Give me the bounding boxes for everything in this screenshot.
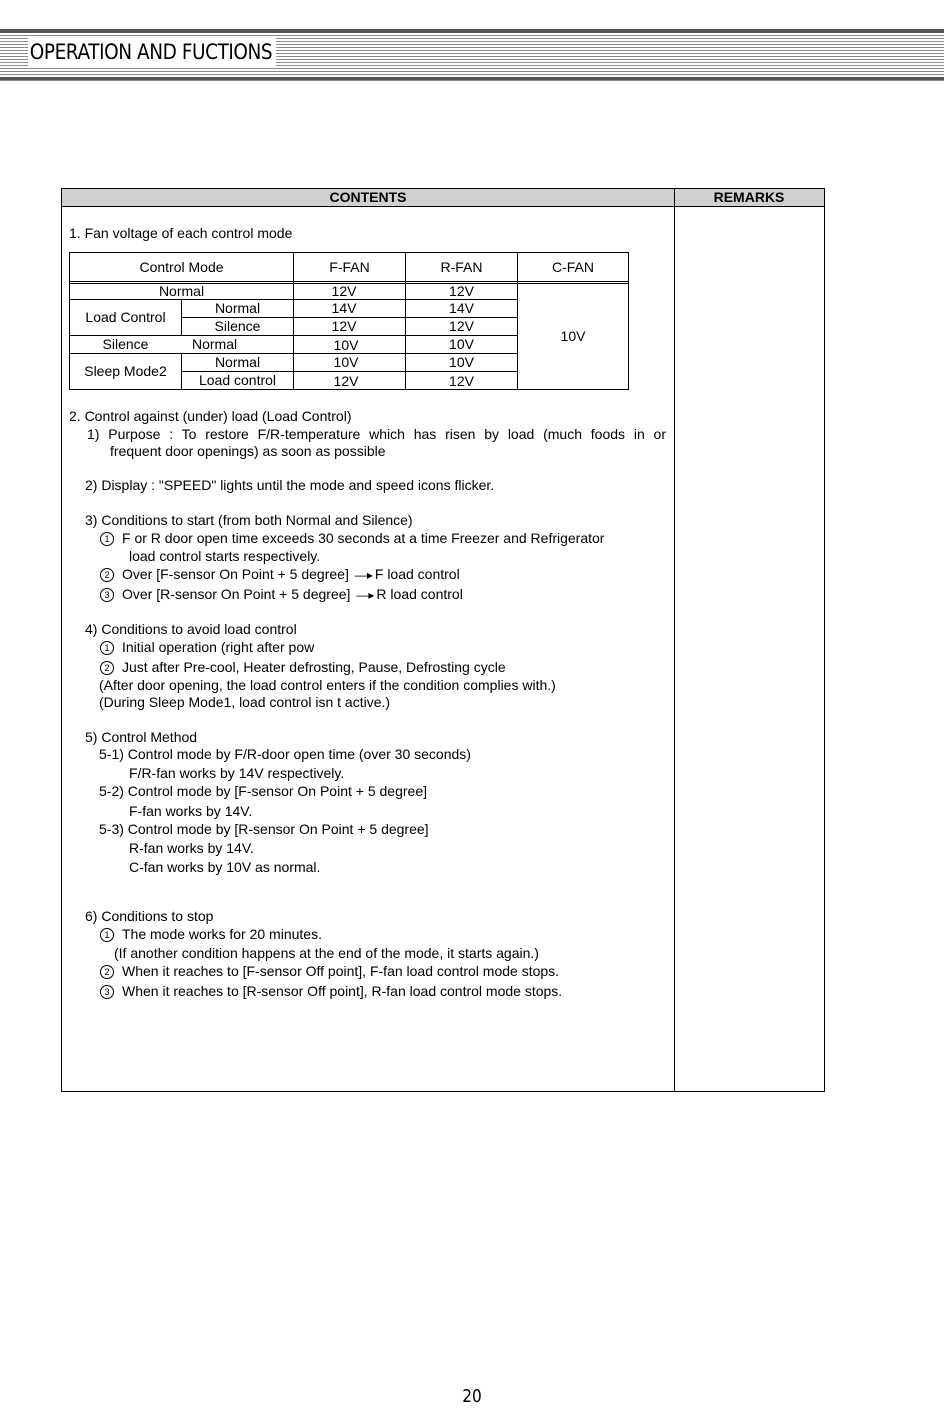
f-fan-value: 10V (333, 337, 359, 353)
circled-number: 2 (100, 568, 114, 582)
avoid-note-2: (During Sleep Mode1, load control isn t active.) (99, 694, 391, 710)
section-2-title: 2. Control against (under) load (Load Control) (69, 408, 352, 424)
circled-number: 1 (100, 532, 114, 546)
purpose-line-1: 1) Purpose : To restore F/R-temperature which has risen by load (much foods in or (87, 426, 666, 442)
col-r-fan: R-FAN (440, 259, 483, 275)
method-5-3-detail-1: R-fan works by 14V. (129, 840, 254, 856)
r-fan-value: 10V (449, 336, 474, 352)
mode-silence: Silence (102, 336, 149, 352)
circled-number: 1 (100, 641, 114, 655)
avoid-note-1: (After door opening, the load control enters if the condition complies with.) (99, 677, 556, 693)
r-fan-value: 12V (449, 283, 474, 299)
r-fan-value: 12V (449, 318, 474, 334)
c-fan-value: 10V (560, 328, 586, 344)
stop-conditions-title: 6) Conditions to stop (85, 908, 214, 924)
circled-number: 2 (100, 661, 114, 675)
col-f-fan: F-FAN (329, 259, 370, 275)
submode-lc-normal: Normal (214, 300, 261, 316)
method-5-2-detail: F-fan works by 14V. (129, 803, 253, 819)
header-bottom-line (0, 77, 944, 80)
display-line: 2) Display : "SPEED" lights until the mode and speed icons flicker. (85, 477, 495, 493)
control-method-title: 5) Control Method (85, 729, 198, 745)
start-condition-1-cont: load control starts respectively. (129, 548, 321, 564)
arrow-right-icon: —▸ (356, 588, 375, 602)
circled-number: 3 (100, 588, 114, 602)
f-fan-value: 12V (333, 373, 359, 389)
stop-condition-1: 1 The mode works for 20 minutes. (100, 926, 322, 943)
purpose-line-2: frequent door openings) as soon as possible (110, 443, 386, 459)
mode-load-control: Load Control (85, 309, 166, 325)
f-fan-value: 10V (333, 354, 359, 370)
avoid-condition-1: 1 Initial operation (right after pow (100, 639, 314, 656)
stop-condition-1-note: (If another condition happens at the end of the mode, it starts again.) (114, 945, 539, 961)
start-condition-3: 3 Over [R-sensor On Point + 5 degree] —▸ R load control (100, 586, 463, 604)
submode-silence-normal: Normal (192, 336, 238, 352)
submode-sm-load: Load control (198, 372, 277, 388)
contents-heading: CONTENTS (329, 189, 407, 205)
r-fan-value: 10V (449, 354, 474, 370)
avoid-conditions-title: 4) Conditions to avoid load control (85, 621, 297, 637)
method-5-3-detail-2: C-fan works by 10V as normal. (129, 859, 321, 875)
method-5-2: 5-2) Control mode by [F-sensor On Point + 5 degree] (99, 783, 427, 799)
section-1-title: 1. Fan voltage of each control mode (69, 225, 293, 241)
stop-condition-2: 2 When it reaches to [F-sensor Off point], F-fan load control mode stops. (100, 963, 559, 980)
start-condition-1: 1 F or R door open time exceeds 30 seconds at a time Freezer and Refrigerator (100, 530, 604, 547)
method-5-3: 5-3) Control mode by [R-sensor On Point + 5 degree] (99, 821, 429, 837)
mode-normal: Normal (158, 283, 205, 299)
col-c-fan: C-FAN (552, 259, 594, 275)
arrow-right-icon: —▸ (354, 568, 373, 582)
circled-number: 2 (100, 965, 114, 979)
col-control-mode: Control Mode (139, 259, 224, 275)
f-fan-value: 12V (331, 318, 357, 334)
f-fan-value: 12V (331, 283, 357, 299)
r-fan-value: 14V (449, 300, 474, 316)
mode-sleep-mode2: Sleep Mode2 (84, 363, 167, 379)
remarks-heading: REMARKS (713, 189, 785, 205)
method-5-1-detail: F/R-fan works by 14V respectively. (129, 765, 345, 781)
submode-sm-normal: Normal (214, 354, 261, 370)
column-divider (674, 188, 675, 1091)
method-5-1: 5-1) Control mode by F/R-door open time (over 30 seconds) (99, 746, 471, 762)
page-number: 20 (462, 1386, 482, 1407)
circled-number: 1 (100, 928, 114, 942)
stop-condition-3: 3 When it reaches to [R-sensor Off point], R-fan load control mode stops. (100, 983, 562, 1000)
r-fan-value: 12V (449, 373, 474, 389)
page-title: OPERATION AND FUCTIONS (28, 38, 276, 66)
circled-number: 3 (100, 985, 114, 999)
header-top-line (0, 29, 944, 33)
submode-lc-silence: Silence (214, 318, 261, 334)
f-fan-value: 14V (331, 300, 357, 316)
start-condition-2: 2 Over [F-sensor On Point + 5 degree] —▸ F load control (100, 566, 460, 584)
avoid-condition-2: 2 Just after Pre-cool, Heater defrosting, Pause, Defrosting cycle (100, 659, 506, 676)
start-conditions-title: 3) Conditions to start (from both Normal and Silence) (85, 512, 413, 528)
